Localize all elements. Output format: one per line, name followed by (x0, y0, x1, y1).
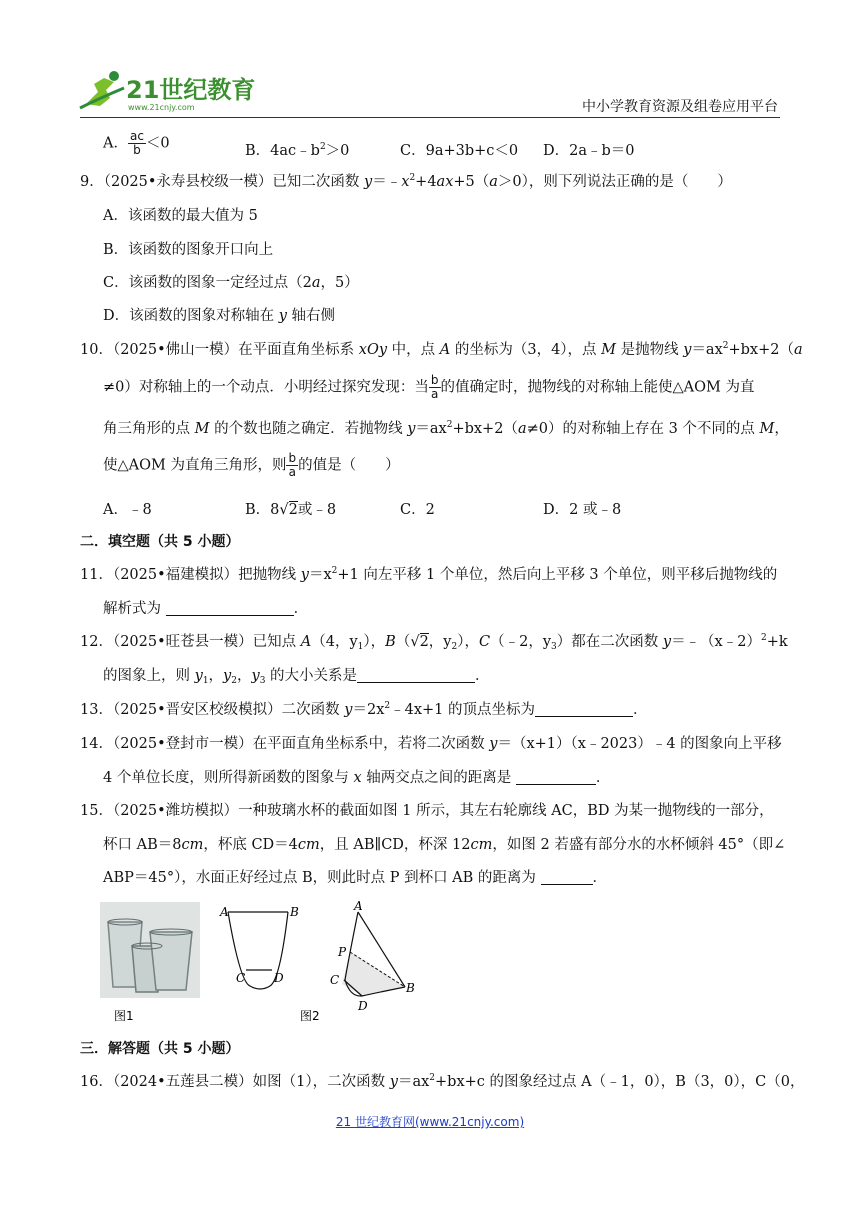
q14-line2: 4 个单位长度，则所得新函数的图象与 x 轴两交点之间的距离是 ． (103, 770, 611, 786)
q15-line3: ABP＝45°），水面正好经过点 B，则此时点 P 到杯口 AB 的距离为 ． (103, 870, 608, 886)
q14-answer-blank[interactable] (516, 768, 596, 785)
q15-line2: 杯口 AB＝8cm，杯底 CD＝4cm，且 AB∥CD，杯深 12cm，如图 2 若盛有部分水的水杯倾斜 45°（即∠ (103, 837, 786, 853)
header-divider (80, 117, 780, 118)
svg-text:D: D (274, 971, 284, 985)
glasses-photo (100, 902, 200, 998)
runner-icon (80, 71, 124, 108)
q11-line1: 11．（2025•福建模拟）把抛物线 $y=x^2+1$ 向左平移 1 个单位，然后向上平移 3 个单位，则平移后抛物线的 (80, 566, 778, 583)
q13-answer-blank[interactable] (535, 700, 633, 717)
q9-stem: 9．（2025•永寿县校级一模）已知二次函数 $y=﹣x^2+4ax+5(a>0)$，则下列说法正确的是（ ） (80, 173, 732, 190)
svg-text:B: B (406, 981, 415, 995)
q9-option-c: C．该函数的图象一定经过点（2a，5） (103, 275, 359, 291)
q10-line4: 使△AOM 为直角三角形，则 $\frac{b}{a}$ 的值是（ ） (103, 451, 400, 479)
svg-text:图2: 图2 (300, 1009, 320, 1023)
q14-line1: 14．（2025•登封市一模）在平面直角坐标系中，若将二次函数 y＝（x+1）（x﹣2023）﹣4 的图象向上平移 (80, 736, 782, 752)
svg-text:21世纪教育: 21世纪教育 (126, 76, 256, 104)
svg-text:B: B (290, 905, 299, 919)
q10-option-a: A．﹣8 (103, 502, 152, 518)
q10-option-d: D．2 或﹣8 (543, 502, 622, 518)
q15-line1: 15．（2025•潍坊模拟）一种玻璃水杯的截面如图 1 所示，其左右轮廓线 AC，BD 为某一抛物线的一部分， (80, 803, 774, 819)
q16-line1: 16．（2024•五莲县二模）如图（1），二次函数 $y=ax^2+bx+c$ 的图象经过点 A（﹣1，0），B（3，0），C（0， (80, 1073, 805, 1090)
q11-answer-blank[interactable] (166, 599, 294, 616)
q10-line1: 10．（2025•佛山一模）在平面直角坐标系 xOy 中，点 A 的坐标为（3，4），点 M 是抛物线 $y=ax^2+bx+2(a$ (80, 341, 803, 358)
q10-option-c: C．2 (400, 502, 435, 518)
q15-figures (100, 899, 415, 1026)
q10-line3: 角三角形的点 M 的个数也随之确定．若抛物线 $y=ax^2+bx+2(a\ne 0)$的对称轴上存在 3 个不同的点 M， (103, 420, 789, 437)
svg-text:www.21cnjy.com: www.21cnjy.com (128, 103, 195, 112)
q15-answer-blank[interactable] (541, 868, 593, 885)
q12-line1: 12．（2025•旺苍县一模）已知点 A（4，$y_1$），B（√2，$y_2$），C（﹣2，$y_3$）都在二次函数 y＝﹣（x﹣2）$^2$+k (80, 633, 788, 652)
q8-option-c: C．9a+3b+c＜0 (400, 143, 519, 159)
q11-line2: 解析式为 ． (103, 601, 309, 617)
logo (80, 68, 255, 114)
q13-line: 13．（2025•晋安区校级模拟）二次函数 $y=2x^2﹣4x+1$ 的顶点坐标为 ． (80, 701, 648, 718)
figure-2-tilted-cup (330, 899, 415, 1013)
svg-text:图1: 图1 (114, 1009, 134, 1023)
svg-text:P: P (338, 945, 347, 959)
platform-name: 中小学教育资源及组卷应用平台 (582, 99, 778, 115)
q8-option-a: A． $\frac{ac}{b}$ ＜0 (103, 129, 170, 157)
q8-option-b: B．$4ac﹣b^2>0$ (245, 142, 350, 159)
svg-text:A: A (354, 899, 363, 913)
svg-text:D: D (358, 999, 368, 1013)
figure-1-cup (219, 905, 299, 989)
svg-text:C: C (236, 971, 246, 985)
q8-option-d: D．2a﹣b＝0 (543, 143, 635, 159)
footer-link[interactable]: 21 世纪教育网(www.21cnjy.com) (335, 1115, 525, 1129)
q12-line2: 的图象上，则 $y_1$，$y_2$，$y_3$ 的大小关系是 ． (103, 668, 490, 686)
q12-answer-blank[interactable] (357, 666, 475, 683)
section-solve: 三．解答题（共 5 小题） (80, 1041, 240, 1057)
q10-option-b: B．8√2或﹣8 (245, 502, 337, 518)
q9-option-d: D．该函数的图象对称轴在 y 轴右侧 (103, 308, 336, 324)
q9-option-b: B．该函数的图象开口向上 (103, 242, 274, 258)
section-fill-blank: 二．填空题（共 5 小题） (80, 534, 240, 550)
q10-line2: ≠0）对称轴上的一个动点．小明经过探究发现：当 $\frac{b}{a}$ 的值确定时，抛物线的对称轴上能使△AOM 为直 (103, 373, 755, 401)
svg-text:A: A (220, 905, 229, 919)
q9-option-a: A．该函数的最大值为 5 (103, 208, 258, 224)
svg-text:C: C (330, 973, 340, 987)
